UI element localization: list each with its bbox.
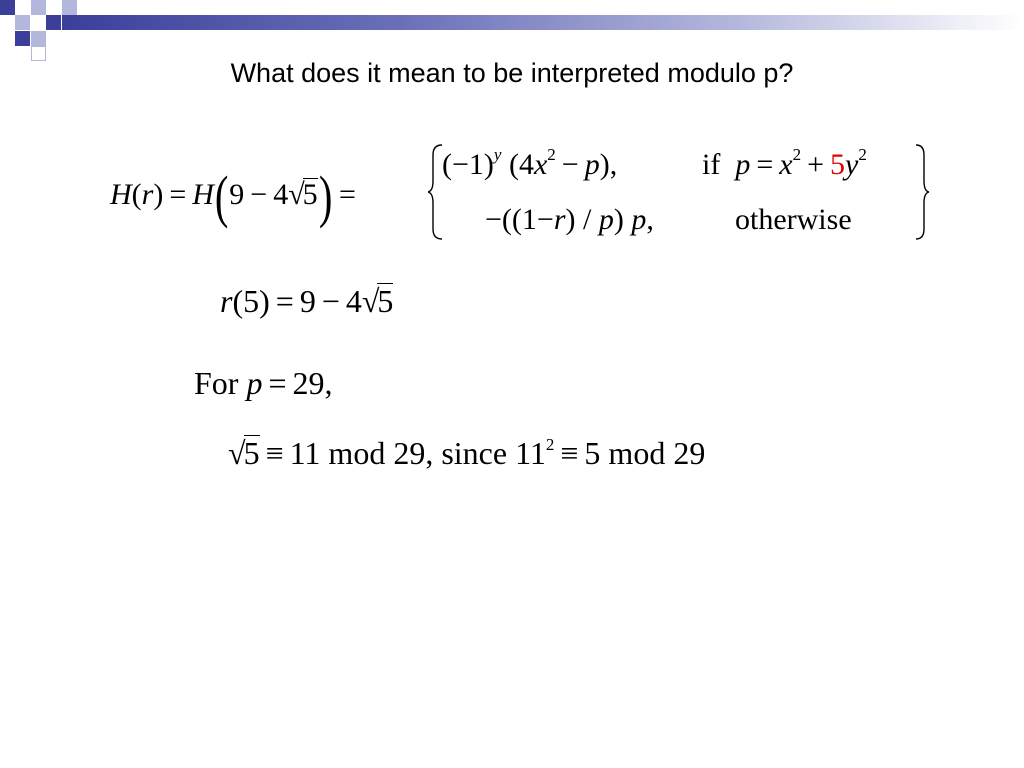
- deco-square: [15, 31, 30, 46]
- deco-square: [62, 0, 77, 15]
- argument: (5): [232, 283, 270, 319]
- case-2-prefix: −((1−: [485, 203, 554, 236]
- r-symbol: r: [220, 283, 233, 319]
- p-symbol: p: [584, 148, 600, 181]
- right-paren: ): [318, 164, 333, 229]
- x-symbol: x: [779, 148, 793, 181]
- number: 4: [345, 283, 362, 319]
- left-paren: (: [214, 164, 229, 229]
- exponent: 2: [547, 145, 556, 164]
- exponent: y: [493, 145, 502, 164]
- exponent: 2: [792, 145, 802, 164]
- case-2-divide: ) /: [565, 203, 599, 236]
- radicand: 5: [377, 283, 394, 319]
- deco-square: [0, 0, 15, 15]
- deco-square: [15, 15, 30, 30]
- p-symbol: p: [735, 148, 751, 181]
- square-root: √5: [361, 283, 394, 319]
- case-2-condition: otherwise: [735, 203, 852, 236]
- slide-title: What does it mean to be interpreted modulo p?: [230, 58, 794, 88]
- close-paren: ),: [599, 148, 618, 181]
- congruence-result: 5 mod 29: [584, 435, 706, 471]
- p-symbol: p: [246, 365, 263, 401]
- case-2-expression: [485, 205, 654, 235]
- case-1-base: (−1): [442, 148, 494, 181]
- r-symbol: r: [141, 178, 154, 211]
- close-paren: ): [613, 203, 624, 236]
- p-value: 29,: [292, 365, 333, 401]
- equation-sqrt5-mod: √5 ≡ 11 mod 29, since $11^2 \equiv 5$ mod 29: [228, 435, 706, 471]
- congruence-text: 11 mod 29, since 11: [289, 435, 546, 471]
- y-symbol: y: [845, 148, 859, 181]
- radicand: 5: [243, 435, 260, 471]
- case-1-expression: [442, 145, 618, 181]
- header-decoration: [0, 0, 1024, 60]
- comma: ,: [646, 203, 654, 236]
- deco-square: [31, 0, 46, 15]
- if-word: if: [702, 148, 721, 181]
- h-symbol: H: [192, 178, 214, 211]
- square-root: √5: [288, 178, 318, 211]
- case-1-factor: (4: [508, 148, 534, 181]
- p-symbol: p: [631, 203, 647, 236]
- number: 9: [299, 283, 316, 319]
- number: 9: [229, 178, 245, 211]
- p-symbol: p: [598, 203, 614, 236]
- radicand: 5: [302, 178, 318, 211]
- for-word: For: [194, 365, 239, 401]
- equation-r-of-5: r(5) = 9 − 4√5: [220, 283, 394, 319]
- deco-square: [15, 0, 30, 15]
- highlighted-five: 5: [830, 148, 845, 181]
- r-symbol: r: [553, 203, 566, 236]
- equation-for-p: For p = 29,: [194, 365, 333, 401]
- h-symbol: H: [110, 178, 132, 211]
- minus: −: [561, 148, 579, 181]
- deco-square: [46, 15, 61, 30]
- number: 4: [273, 178, 289, 211]
- x-symbol: x: [533, 148, 548, 181]
- exponent: 2: [858, 145, 867, 164]
- equation-h-of-r: H(r) = H(9 − 4√5) =: [110, 164, 356, 229]
- header-gradient-bar: [62, 15, 1024, 30]
- case-1-condition: if $p = x^2 + 5y^2$: [702, 145, 867, 181]
- exponent: 2: [545, 435, 555, 454]
- square-root: √5: [228, 435, 260, 471]
- deco-square: [31, 31, 46, 46]
